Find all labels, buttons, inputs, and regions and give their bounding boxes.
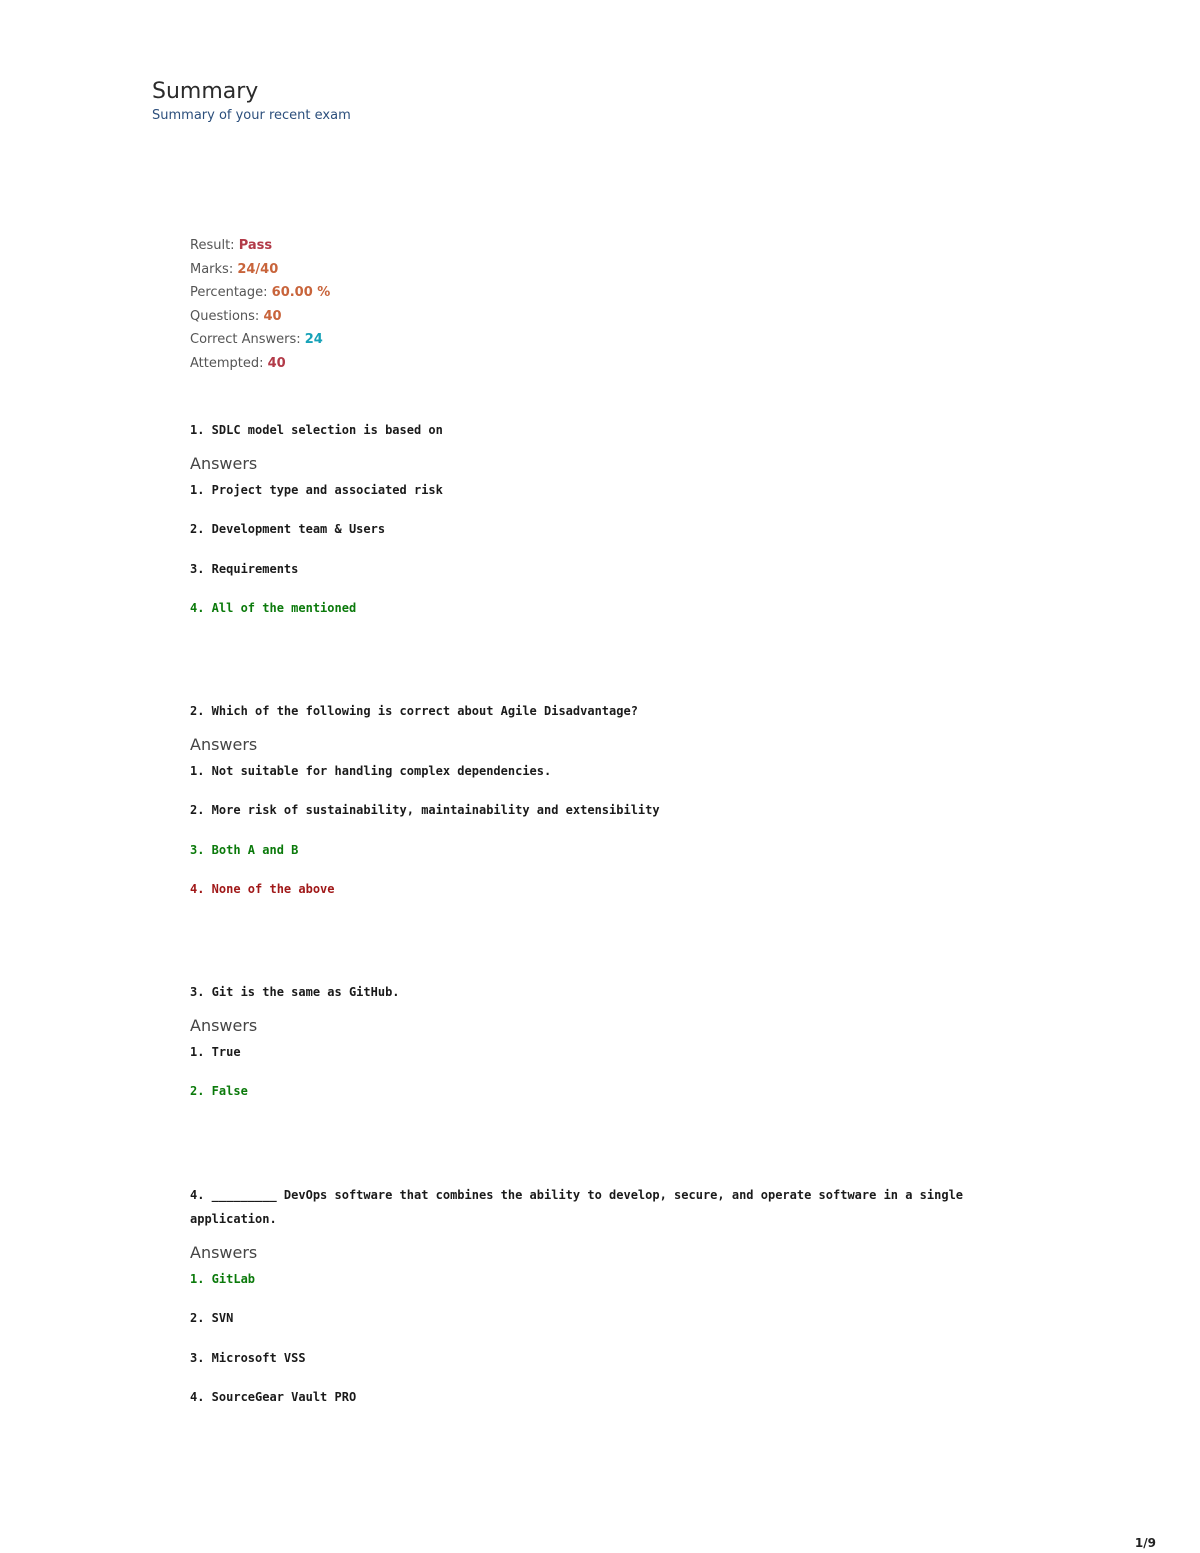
stat-questions-label: Questions: <box>190 308 264 324</box>
question-1 <box>190 418 1040 639</box>
stat-attempted-label: Attempted: <box>190 355 268 371</box>
answers-heading: Answers <box>190 1016 258 1035</box>
stat-marks-value: 24/40 <box>237 261 279 277</box>
stat-questions <box>190 305 330 329</box>
answer-option-wrong: 4. None of the above <box>190 881 335 896</box>
question-3 <box>190 980 1040 1123</box>
answer-option: 2. SVN <box>190 1311 234 1326</box>
stat-result-value: Pass <box>238 238 273 253</box>
page-header <box>152 78 351 124</box>
answer-option: 3. Requirements <box>190 561 299 576</box>
page-number: 1/9 <box>1134 1536 1156 1550</box>
question-2 <box>190 699 1040 920</box>
answer-option: 4. SourceGear Vault PRO <box>190 1389 357 1404</box>
question-text: 1. SDLC model selection is based on <box>190 423 443 437</box>
stat-attempted-value: 40 <box>267 355 286 371</box>
answer-option-correct: 4. All of the mentioned <box>190 600 357 615</box>
answer-option: 1. Not suitable for handling complex dependencies. <box>190 764 552 778</box>
stat-correct-answers <box>190 328 330 352</box>
answer-option-correct: 3. Both A and B <box>190 842 299 857</box>
question-text: 4. _________ DevOps software that combines the ability to develop, secure, and operate software in a single application. <box>190 1188 964 1226</box>
stat-marks <box>190 258 330 282</box>
question-text: 2. Which of the following is correct about Agile Disadvantage? <box>190 704 638 718</box>
answer-option: 1. True <box>190 1045 241 1059</box>
answers-heading: Answers <box>190 1243 258 1262</box>
question-4 <box>190 1183 1040 1428</box>
page-title: Summary <box>152 79 259 104</box>
stat-result-label: Result: <box>190 238 239 253</box>
answer-option-correct: 1. GitLab <box>190 1272 256 1286</box>
result-stats <box>190 234 330 376</box>
stat-result <box>190 234 330 258</box>
stat-correct-value: 24 <box>304 332 323 348</box>
page-subtitle: Summary of your recent exam <box>152 108 351 123</box>
stat-percentage-value: 60.00 % <box>271 285 331 301</box>
answers-heading: Answers <box>190 454 258 473</box>
answers-heading: Answers <box>190 735 258 754</box>
stat-correct-label: Correct Answers: <box>190 332 305 348</box>
answer-option: 3. Microsoft VSS <box>190 1350 306 1365</box>
answer-option: 1. Project type and associated risk <box>190 483 443 497</box>
stat-attempted <box>190 352 330 376</box>
answer-option: 2. Development team & Users <box>190 522 386 537</box>
answer-option: 2. More risk of sustainability, maintainability and extensibility <box>190 803 660 818</box>
answer-option-correct: 2. False <box>190 1084 248 1099</box>
stat-percentage-label: Percentage: <box>190 285 272 301</box>
stat-questions-value: 40 <box>263 308 282 324</box>
stat-percentage <box>190 281 330 305</box>
stat-marks-label: Marks: <box>190 261 238 277</box>
question-text: 3. Git is the same as GitHub. <box>190 985 400 999</box>
